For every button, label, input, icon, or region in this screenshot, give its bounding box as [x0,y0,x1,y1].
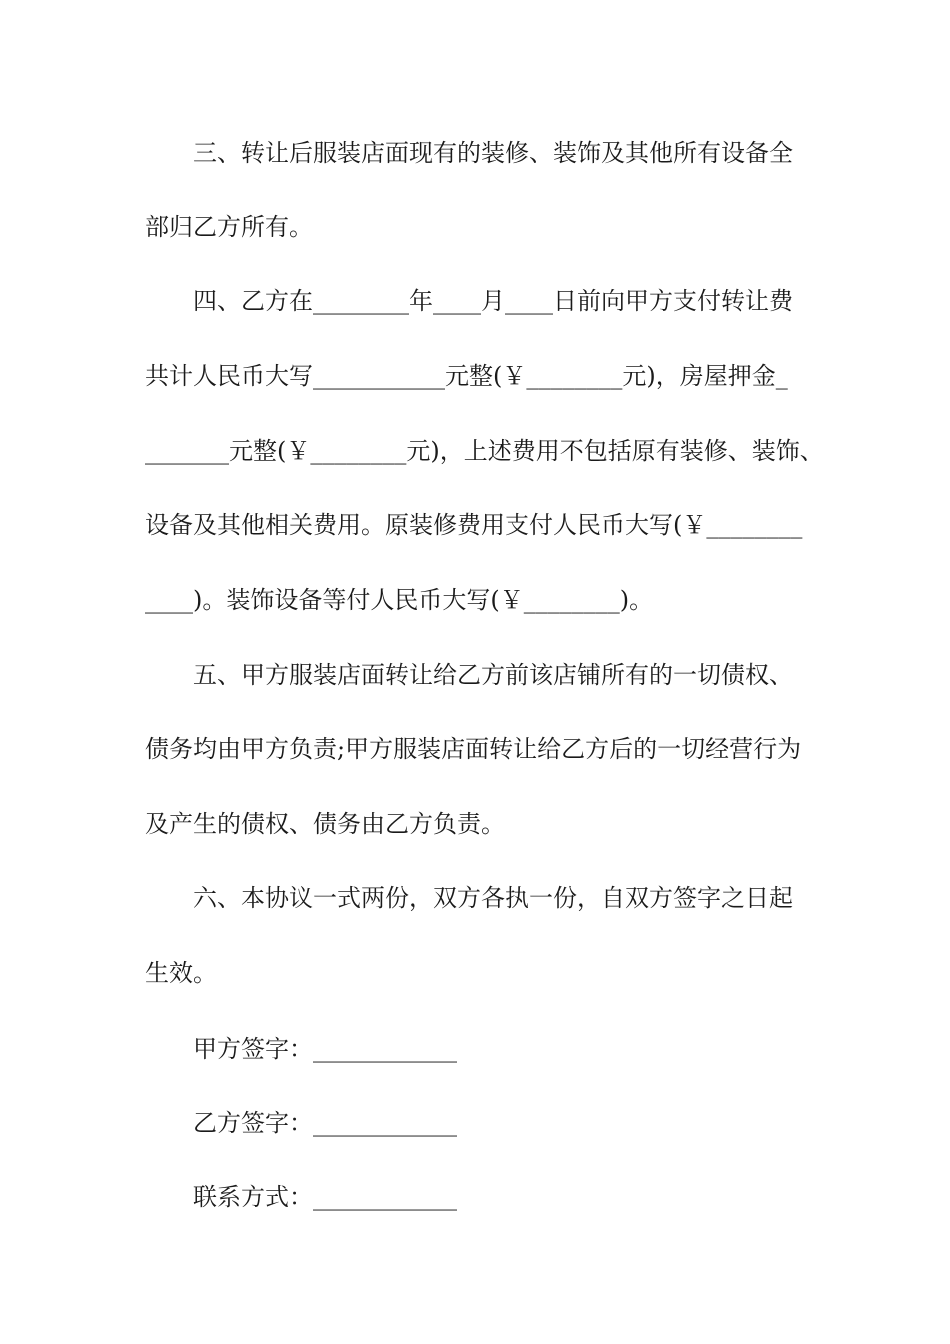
contact-info: 联系方式：____________ [193,1183,457,1211]
clause-4-line-1: 四、乙方在________年____月____日前向甲方支付转让费 [193,287,793,315]
clause-6-line-1: 六、本协议一式两份，双方各执一份，自双方签字之日起 [193,884,793,912]
clause-3-line-2: 部归乙方所有。 [145,213,313,241]
clause-4-line-2: 共计人民币大写___________元整(￥________元)，房屋押金_ [145,362,788,390]
party-a-signature: 甲方签字：____________ [193,1035,457,1063]
clause-4-line-3: _______元整(￥________元)，上述费用不包括原有装修、装饰、 [145,437,824,465]
clause-5-line-2: 债务均由甲方负责;甲方服装店面转让给乙方后的一切经营行为 [145,735,802,763]
party-b-signature: 乙方签字：____________ [193,1109,457,1137]
clause-6-line-2: 生效。 [145,959,217,987]
clause-5-line-1: 五、甲方服装店面转让给乙方前该店铺所有的一切债权、 [193,661,793,689]
clause-3-line-1: 三、转让后服装店面现有的装修、装饰及其他所有设备全 [193,139,793,167]
clause-4-line-5: ____)。装饰设备等付人民币大写(￥________)。 [145,586,654,614]
clause-4-line-4: 设备及其他相关费用。原装修费用支付人民币大写(￥________ [145,511,803,539]
clause-5-line-3: 及产生的债权、债务由乙方负责。 [145,810,505,838]
